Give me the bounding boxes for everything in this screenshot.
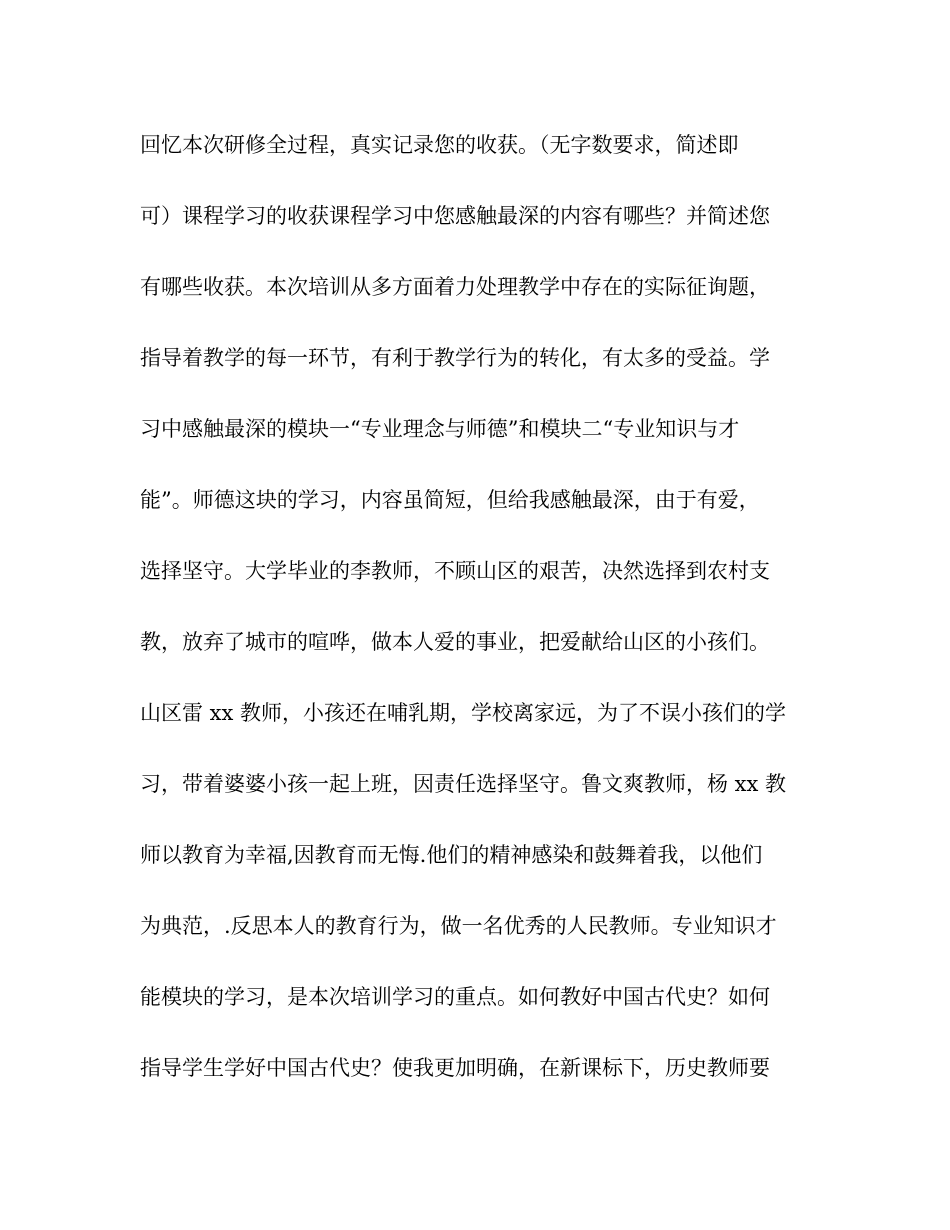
text-line-3: 有哪些收获。本次培训从多方面着力处理教学中存在的实际征询题， <box>140 275 770 299</box>
text-line-9: 山区雷 xx 教师，小孩还在哺乳期，学校离家远，为了不误小孩们的学 <box>140 701 787 725</box>
text-line-10: 习，带着婆婆小孩一起上班，因责任选择坚守。鲁文爽教师，杨 xx 教 <box>140 772 787 796</box>
text-line-11: 师以教育为幸福,因教育而无悔.他们的精神感染和鼓舞着我，以他们 <box>140 843 763 867</box>
text-line-14: 指导学生学好中国古代史？使我更加明确，在新课标下，历史教师要 <box>140 1056 770 1080</box>
text-line-5: 习中感触最深的模块一“专业理念与师德”和模块二“专业知识与才 <box>140 417 740 441</box>
text-line-13: 能模块的学习，是本次培训学习的重点。如何教好中国古代史？如何 <box>140 985 770 1009</box>
text-line-8: 教，放弃了城市的喧哗，做本人爱的事业，把爱献给山区的小孩们。 <box>140 630 770 654</box>
text-line-2: 可）课程学习的收获课程学习中您感触最深的内容有哪些？并简述您 <box>140 204 770 228</box>
text-line-6: 能”。师德这块的学习，内容虽简短，但给我感触最深，由于有爱， <box>140 488 760 512</box>
text-line-7: 选择坚守。大学毕业的李教师，不顾山区的艰苦，决然选择到农村支 <box>140 559 770 583</box>
text-line-4: 指导着教学的每一环节，有利于教学行为的转化，有太多的受益。学 <box>140 346 770 370</box>
text-line-1: 回忆本次研修全过程，真实记录您的收获。（无字数要求，简述即 <box>140 133 739 157</box>
text-line-12: 为典范，.反思本人的教育行为，做一名优秀的人民教师。专业知识才 <box>140 914 777 938</box>
